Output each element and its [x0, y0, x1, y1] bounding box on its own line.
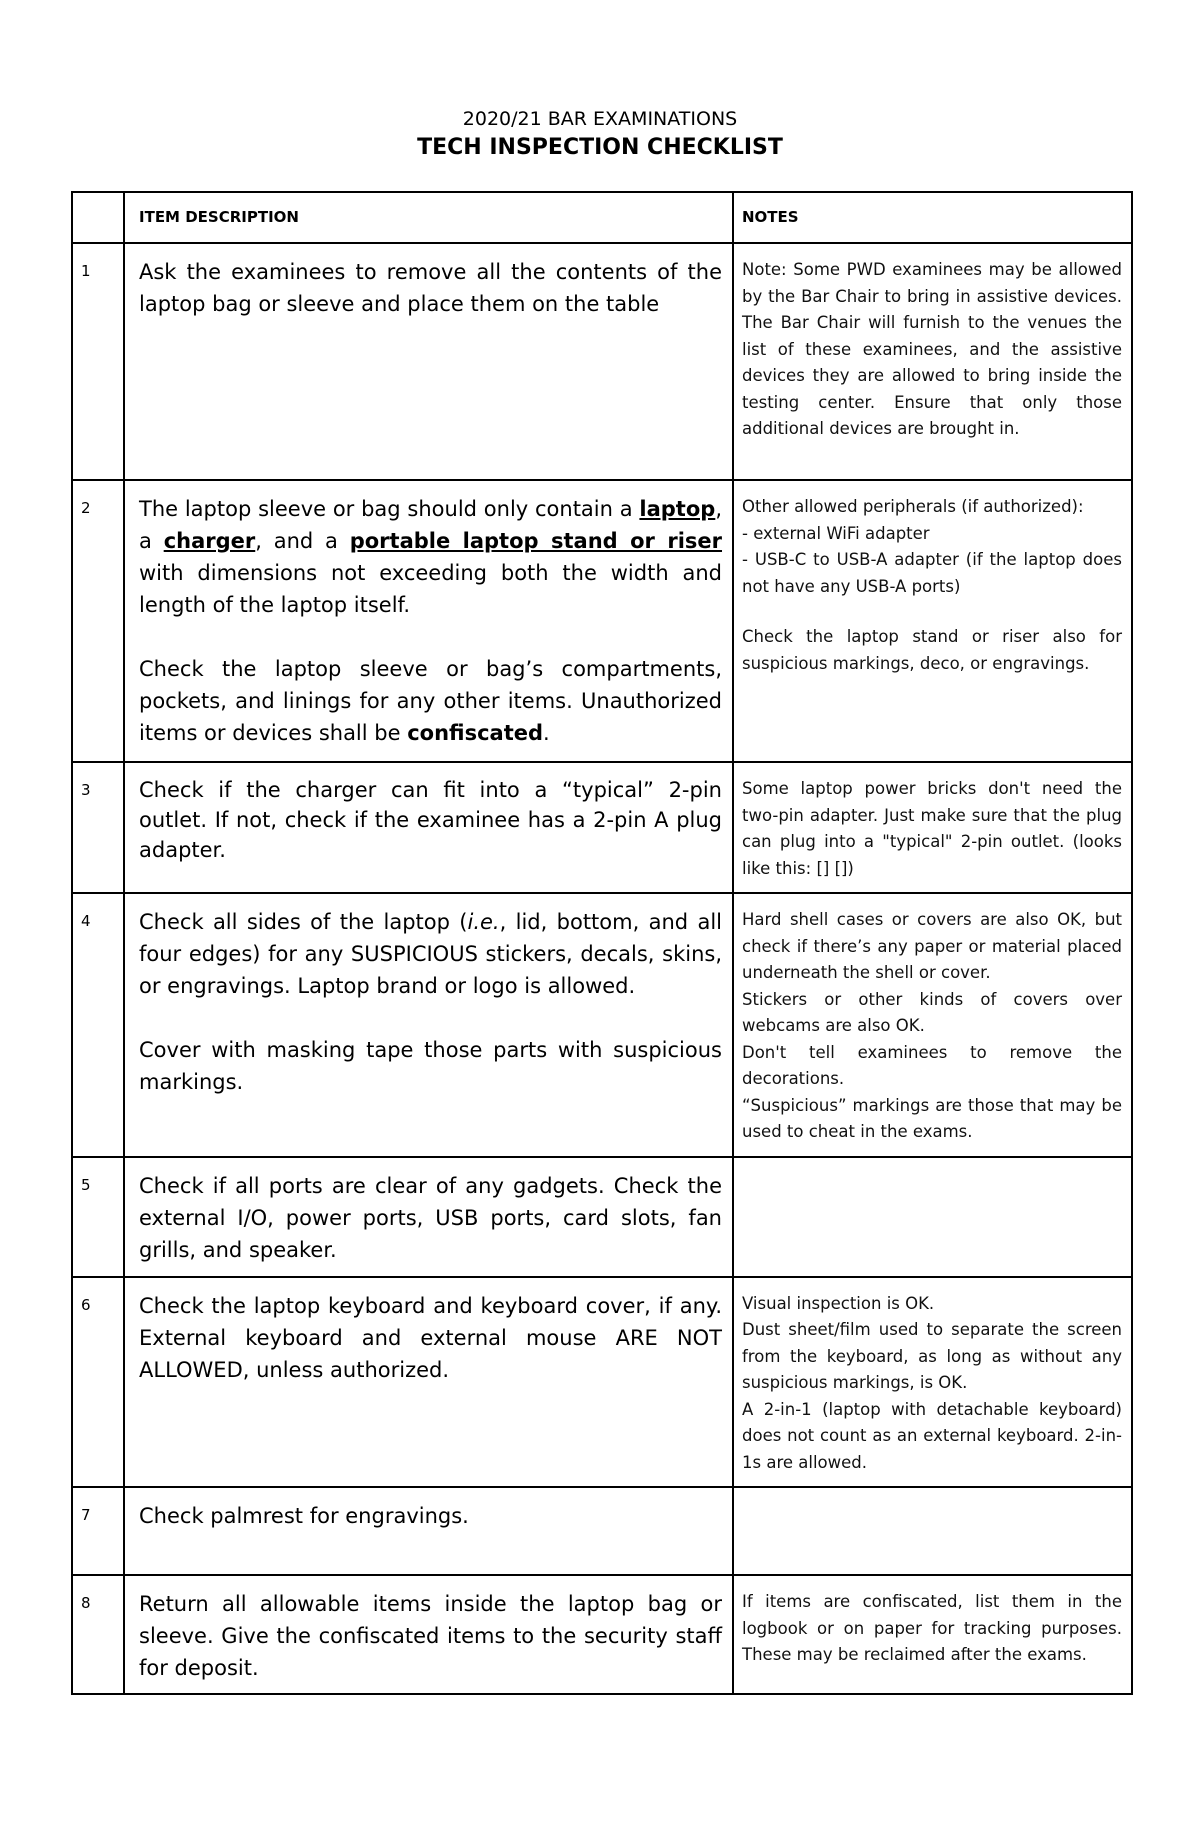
- notes-header: NOTES: [733, 192, 1132, 243]
- notes-text: Note: Some PWD examinees may be allowed by the Bar Chair to bring in assistive devices. The Bar Chair will furnish to the venues the list of these examinees, and the assistive devices they are allowed to bring inside the testing center. Ensure that only those additional devices are brought in.: [742, 260, 1122, 438]
- row-number: 8: [72, 1575, 124, 1694]
- description-text: Check the laptop keyboard and keyboard cover, if any. External keyboard and external mouse ARE NOT ALLOWED, unless authorized.: [139, 1293, 722, 1382]
- text-span: .: [543, 721, 550, 745]
- item-description: [124, 243, 733, 480]
- text-span: , and a: [255, 529, 350, 553]
- header-row: [72, 192, 1132, 243]
- text-span: The laptop sleeve or bag should only contain a: [139, 497, 640, 521]
- item-description: [124, 893, 733, 1157]
- document-subtitle: TECH INSPECTION CHECKLIST: [417, 135, 783, 160]
- emphasis-laptop-stand: portable laptop stand or riser: [349, 529, 723, 553]
- notes-text: “Suspicious” markings are those that may be used to cheat in the exams.: [742, 1095, 1122, 1141]
- table-row: [72, 1157, 1132, 1277]
- number-header: [72, 192, 124, 243]
- description-text: [139, 493, 722, 621]
- item-notes: [733, 1157, 1132, 1277]
- row-number: 5: [72, 1157, 124, 1277]
- description-text: [139, 653, 722, 749]
- notes-text: A 2-in-1 (laptop with detachable keyboard) does not count as an external keyboard. 2-in-1s are allowed.: [742, 1399, 1122, 1472]
- description-text: Check palmrest for engravings.: [139, 1504, 469, 1528]
- row-number: 4: [72, 893, 124, 1157]
- item-description: [124, 480, 733, 762]
- description-text: Check if the charger can fit into a “typical” 2-pin outlet. If not, check if the examinee has a 2-pin A plug adapter.: [139, 778, 722, 862]
- item-description: [124, 1575, 733, 1694]
- text-span: , a: [139, 497, 722, 553]
- row-number: 1: [72, 243, 124, 480]
- notes-text: If items are confiscated, list them in the logbook or on paper for tracking purposes. These may be reclaimed after the exams.: [742, 1592, 1122, 1664]
- notes-text: - external WiFi adapter: [742, 523, 930, 543]
- notes-text: Dust sheet/film used to separate the screen from the keyboard, as long as without any suspicious markings, is OK.: [742, 1320, 1122, 1392]
- item-notes: [733, 1575, 1132, 1694]
- row-number: 7: [72, 1487, 124, 1575]
- item-description: [124, 762, 733, 893]
- text-span: with dimensions not exceeding both the width and length of the laptop itself.: [139, 561, 722, 617]
- text-span: Check all sides of the laptop (: [139, 910, 468, 934]
- emphasis-laptop: laptop: [639, 497, 716, 521]
- notes-text: Stickers or other kinds of covers over webcams are also OK.: [742, 989, 1122, 1035]
- item-notes: [733, 243, 1132, 480]
- row-number: 3: [72, 762, 124, 893]
- item-notes: [733, 1277, 1132, 1488]
- description-text: Check if all ports are clear of any gadgets. Check the external I/O, power ports, USB ports, card slots, fan grills, and speaker.: [139, 1173, 722, 1262]
- description-text: Cover with masking tape those parts with suspicious markings.: [139, 1038, 722, 1094]
- notes-text: Visual inspection is OK.: [742, 1293, 935, 1313]
- emphasis-confiscated: confiscated: [407, 721, 544, 745]
- notes-text: Check the laptop stand or riser also for suspicious markings, deco, or engravings.: [742, 627, 1122, 673]
- item-notes: [733, 1487, 1132, 1575]
- notes-text: Don't tell examinees to remove the decorations.: [742, 1042, 1122, 1088]
- item-description: [124, 1487, 733, 1575]
- table-row: [72, 243, 1132, 480]
- row-number: 6: [72, 1277, 124, 1488]
- notes-text: Hard shell cases or covers are also OK, but check if there’s any paper or material placed underneath the shell or cover.: [742, 910, 1122, 982]
- item-description-header: ITEM DESCRIPTION: [124, 192, 733, 243]
- description-text: Return all allowable items inside the laptop bag or sleeve. Give the confiscated items to the security staff for deposit.: [139, 1592, 722, 1680]
- text-span: , lid, bottom, and all four edges) for any SUSPICIOUS stickers, decals, skins, or engravings. Laptop brand or logo is allowed.: [139, 910, 722, 998]
- table-row: [72, 1487, 1132, 1575]
- notes-text: Other allowed peripherals (if authorized):: [742, 497, 1084, 516]
- table-row: [72, 1575, 1132, 1694]
- notes-text: Some laptop power bricks don't need the two-pin adapter. Just make sure that the plug can plug into a "typical" 2-pin outlet. (looks like this: [] []): [742, 779, 1122, 878]
- table-row: [72, 893, 1132, 1157]
- checklist-table: [71, 191, 1133, 1695]
- emphasis-charger: charger: [163, 529, 256, 553]
- document-title: 2020/21 BAR EXAMINATIONS: [462, 108, 738, 130]
- item-notes: [733, 480, 1132, 762]
- table-row: [72, 762, 1132, 893]
- row-number: 2: [72, 480, 124, 762]
- item-notes: [733, 762, 1132, 893]
- item-description: [124, 1157, 733, 1277]
- item-notes: [733, 893, 1132, 1157]
- item-description: [124, 1277, 733, 1488]
- table-row: [72, 480, 1132, 762]
- table-row: [72, 1277, 1132, 1488]
- notes-text: - USB-C to USB-A adapter (if the laptop does not have any USB-A ports): [742, 550, 1122, 596]
- emphasis-ie: i.e.: [467, 910, 500, 934]
- description-text: [139, 906, 722, 1002]
- text-span: Check the laptop sleeve or bag’s compartments, pockets, and linings for any other items. Unauthorized items or devices shall be: [139, 657, 722, 745]
- description-text: Ask the examinees to remove all the contents of the laptop bag or sleeve and place them on the table: [139, 260, 722, 316]
